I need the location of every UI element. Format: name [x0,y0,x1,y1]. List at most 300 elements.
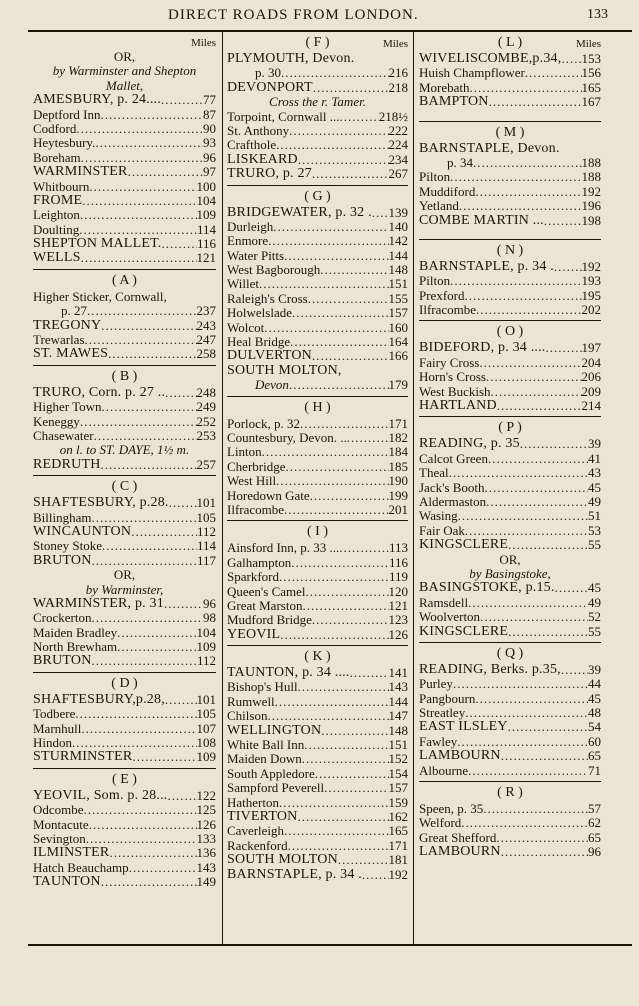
route-entry [419,452,601,466]
route-entry [227,556,408,570]
distance-miles: 199 [388,488,408,503]
leader-dots [264,321,388,335]
leader-dots [91,611,203,625]
distance-miles: 166 [388,349,408,364]
route-entry [419,625,601,639]
section-divider [419,413,601,419]
place-name: Streatley [419,706,466,721]
place-name: Rumwell [227,694,275,709]
distance-miles: 167 [581,95,601,110]
distance-miles: 249 [196,400,216,415]
route-or-label: OR, [113,50,136,64]
place-name: Higher Sticker, Cornwall, [33,289,167,304]
leader-dots [80,415,197,429]
distance-miles: 258 [196,347,216,362]
leader-dots [497,399,582,413]
column-divider [222,32,223,944]
route-entry [419,52,601,66]
distance-miles: 182 [388,430,408,445]
miles-label [33,36,216,50]
leader-dots [450,170,581,184]
place-name: Odcombe [33,803,84,818]
distance-miles: 41 [588,451,601,466]
leader-dots [89,818,197,832]
place-name: COMBE MARTIN ... [419,213,544,228]
leader-dots [290,335,388,349]
leader-dots [92,654,197,668]
spacer [419,110,601,118]
place-name: Enmore [227,234,269,249]
distance-miles: 201 [388,502,408,517]
leader-dots [465,706,588,720]
route-entry [227,724,408,738]
leader-dots [87,304,197,318]
route-entry [33,722,216,736]
leader-dots [84,803,197,817]
distance-miles: 206 [581,370,601,385]
route-entry [227,695,408,709]
leader-dots [284,503,388,517]
section-divider [419,778,601,784]
route-entry [33,539,216,553]
route-entry [227,738,408,752]
distance-miles: 197 [581,341,601,356]
route-entry [419,289,601,303]
distance-miles: 139 [388,205,408,220]
distance-miles: 39 [588,662,601,677]
section-divider [419,118,601,124]
place-name: BASINGSTOKE, p.15. [419,581,555,596]
route-entry [227,364,408,378]
section-heading: ( O ) [496,325,524,340]
leader-dots [458,509,588,523]
leader-dots [554,260,582,274]
leader-dots [276,474,388,488]
distance-miles: 104 [196,625,216,640]
leader-dots [298,153,389,167]
distance-miles: 157 [388,781,408,796]
leader-dots [501,845,588,859]
section-heading: ( R ) [497,786,523,801]
place-name: SHEPTON MALLET. [33,237,162,252]
leader-dots [350,666,389,680]
place-name: Heytesbury. [33,136,96,151]
leader-dots [262,445,389,459]
leader-dots [473,156,582,170]
place-name: AMESBURY, p. 24.... [33,93,162,108]
place-name: Jack's Booth [419,480,485,495]
place-name: Great Marston [227,598,303,613]
distance-miles: 122 [196,788,216,803]
place-name: ST. MAWES [33,347,109,362]
distance-miles: 154 [388,766,408,781]
route-entry [227,767,408,781]
place-name: KINGSCLERE [419,538,509,553]
leader-dots [280,628,388,642]
leader-dots [465,289,582,303]
route-entry [419,370,601,384]
route-entry [419,81,601,95]
place-name: WELLINGTON [227,723,322,738]
leader-dots [324,781,388,795]
route-entry [227,138,408,152]
route-entry [33,736,216,750]
route-entry [227,810,408,824]
distance-miles: 234 [388,152,408,167]
leader-dots [491,385,582,399]
place-name: TREGONY [33,318,102,333]
place-name: Hindon [33,736,72,751]
route-entry [227,474,408,488]
leader-dots [347,431,389,445]
distance-miles: 162 [388,809,408,824]
leader-dots [372,206,389,220]
route-entry [227,81,408,95]
distance-miles: 126 [388,627,408,642]
column-divider [413,32,414,944]
section-divider [227,642,408,648]
route-entry [227,167,408,181]
distance-miles: 190 [388,474,408,489]
route-entry [33,251,216,265]
route-entry [419,356,601,370]
leader-dots [302,599,388,613]
place-name: TIVERTON [227,809,298,824]
route-entry [227,868,408,882]
distance-miles: 155 [388,291,408,306]
distance-miles: 44 [588,677,601,692]
place-name: Whitbourn [33,179,90,194]
distance-miles: 218½ [378,109,408,124]
leader-dots [267,709,388,723]
route-entry [33,347,216,361]
route-entry [33,400,216,414]
section-heading: ( H ) [304,400,331,415]
route-entry [419,66,601,80]
route-entry [33,707,216,721]
place-name: Sampford Peverell [227,781,325,796]
place-name: SOUTH MOLTON, [227,363,342,378]
distance-miles: 97 [203,165,216,180]
place-name: Horedown Gate [227,488,310,503]
distance-miles: 253 [196,428,216,443]
leader-dots [320,263,388,277]
distance-miles: 96 [588,845,601,860]
leader-dots [339,541,389,555]
route-entry [227,431,408,445]
distance-miles: 51 [588,509,601,524]
leader-dots [308,292,389,306]
place-name: PLYMOUTH, Devon. [227,52,355,66]
leader-dots [117,626,196,640]
place-name: TAUNTON [33,875,101,890]
distance-miles: 209 [581,384,601,399]
distance-miles: 53 [588,523,601,538]
leader-dots [544,214,582,228]
route-entry [419,581,601,595]
section-divider [227,182,408,188]
section-letter: ( F ) [305,35,330,50]
section-heading: ( D ) [111,676,138,691]
distance-miles: 195 [581,288,601,303]
leader-dots [338,853,389,867]
place-name: Huish Champflower [419,66,525,81]
place-name: Cherbridge [227,459,286,474]
place-name: Albourne [419,763,469,778]
page-number: 133 [587,7,608,22]
distance-miles: 109 [196,640,216,655]
leader-dots [525,66,582,80]
route-note: by Basingstoke, [469,566,551,581]
place-name: Hatherton [227,795,279,810]
distance-miles: 105 [196,510,216,525]
leader-dots [461,816,588,830]
place-name: BRUTON [33,553,92,568]
leader-dots [489,95,582,109]
place-name: Heal Bridge [227,335,291,350]
distance-miles: 125 [196,803,216,818]
distance-miles: 133 [196,831,216,846]
leader-dots [476,303,581,317]
section-divider [33,765,216,771]
place-name: Raleigh's Cross [227,291,308,306]
leader-dots [82,194,196,208]
distance-miles: 142 [388,234,408,249]
leader-dots [161,93,203,107]
place-name: Deptford Inn [33,107,101,122]
place-name: Higher Town [33,400,102,415]
place-name: Theal [419,466,449,481]
distance-miles: 148 [388,723,408,738]
route-entry [227,445,408,459]
place-name: Great Shefford [419,830,497,845]
leader-dots [508,538,588,552]
route-entry [227,752,408,766]
place-name: STURMINSTER [33,750,133,765]
leader-dots [449,466,588,480]
distance-miles: 237 [196,304,216,319]
leader-dots [312,167,389,181]
place-name: BIDEFORD, p. 34 .... [419,341,546,356]
place-name: Welford [419,816,462,831]
place-name: Durleigh [227,219,274,234]
place-name: Pilton [419,274,451,289]
distance-miles: 116 [388,555,408,570]
leader-dots [488,452,588,466]
place-name: REDRUTH [33,457,101,472]
leader-dots [273,220,388,234]
route-entry [419,385,601,399]
place-name: Ainsford Inn, p. 33 ... [227,541,340,556]
route-column-2 [227,36,408,882]
place-name: Hatch Beauchamp [33,860,129,875]
distance-miles: 101 [196,692,216,707]
route-entry [227,263,408,277]
route-entry [227,570,408,584]
route-entry [227,824,408,838]
section-divider [419,639,601,645]
route-entry [227,613,408,627]
leader-dots [85,333,197,347]
place-name: Fair Oak [419,523,465,538]
section-divider [33,266,216,272]
leader-dots [81,151,203,165]
place-name: EAST ILSLEY [419,720,508,735]
place-name: Holwelslade [227,306,292,321]
route-entry [227,839,408,853]
place-name: Codford [33,121,77,136]
route-entry [227,124,408,138]
distance-miles: 204 [581,355,601,370]
route-or-label: OR, [499,552,521,567]
leader-dots [496,831,588,845]
leader-dots [72,736,197,750]
route-entry [227,335,408,349]
place-name: TAUNTON, p. 34 .... [227,666,350,681]
place-name: Linton [227,445,262,460]
distance-miles: 151 [388,277,408,292]
route-entry [419,170,601,184]
route-entry [419,199,601,213]
place-name: Morebath [419,80,470,95]
leader-dots [310,489,389,503]
distance-miles: 126 [196,817,216,832]
place-name: Ilfracombe [227,502,285,517]
place-name: SHAFTESBURY,p.28, [33,692,165,707]
leader-dots [475,185,581,199]
distance-miles: 112 [196,524,216,539]
route-entry [33,194,216,208]
place-name: SOUTH MOLTON [227,853,338,868]
distance-miles: 143 [388,680,408,695]
route-entry [227,599,408,613]
distance-miles: 152 [388,752,408,767]
route-entry [33,654,216,668]
route-entry [419,663,601,677]
place-name: READING, p. 35 [419,437,520,452]
place-name: Maiden Bradley [33,625,118,640]
route-note: by Warminster, [85,582,164,597]
route-entry [419,399,601,413]
route-entry [227,853,408,867]
distance-miles: 192 [581,259,601,274]
distance-miles: 198 [581,213,601,228]
place-name: LAMBOURN [419,845,501,860]
place-name: Fawley [419,734,458,749]
distance-miles: 48 [588,706,601,721]
route-entry [227,796,408,810]
section-heading: ( N ) [496,243,524,258]
route-entry [419,749,601,763]
place-name: WIVELISCOMBE,p.34, [419,52,562,66]
route-entry [33,597,216,611]
leader-dots [362,868,389,882]
distance-miles: 90 [203,121,216,136]
route-entry [227,709,408,723]
distance-miles: 112 [196,654,216,669]
leader-dots [459,199,582,213]
route-entry [33,165,216,179]
place-name: Billingham [33,510,92,525]
distance-miles: 87 [203,107,216,122]
section-heading: ( G ) [304,189,331,204]
place-name: Chilson [227,709,268,724]
route-note: Cross the r. Tamer. [269,95,366,110]
place-name: Wasing [419,509,458,524]
leader-dots [117,640,196,654]
leader-dots [313,81,389,95]
route-entry [33,136,216,150]
route-or-label: OR, [113,568,136,583]
distance-miles: 202 [581,303,601,318]
route-entry [227,503,408,517]
distance-miles: 144 [388,694,408,709]
route-entry [33,180,216,194]
place-name: DEVONPORT [227,80,313,95]
section-heading [227,36,408,52]
place-name: South Appledore [227,766,315,781]
distance-miles: 98 [203,611,216,626]
route-entry [33,818,216,832]
distance-miles: 45 [588,691,601,706]
distance-miles: 140 [388,219,408,234]
section-divider [33,472,216,478]
leader-dots [300,417,389,431]
place-name: Keneggy [33,414,80,429]
leader-dots [81,251,197,265]
place-name: SHAFTESBURY, p.28. [33,496,169,511]
route-entry [33,429,216,443]
route-entry [227,666,408,680]
leader-dots [167,789,196,803]
distance-miles: 114 [196,539,216,554]
distance-miles: 151 [388,738,408,753]
route-note: by Warminster and Shepton [52,64,197,79]
distance-miles: 65 [588,749,601,764]
leader-dots [486,495,588,509]
place-name: TRURO, p. 27 [227,167,312,182]
distance-miles: 77 [203,93,216,108]
leader-dots [161,237,196,251]
distance-miles: 252 [196,414,216,429]
distance-miles: 116 [196,237,216,252]
route-entry [227,585,408,599]
leader-dots [92,511,197,525]
route-entry [419,764,601,778]
place-name: St. Anthony [227,123,290,138]
route-entry [419,274,601,288]
leader-dots [306,585,389,599]
route-entry [227,489,408,503]
place-name: Prexford [419,288,465,303]
place-name: p. 34 [447,155,473,170]
leader-dots [75,707,196,721]
place-name: TRURO, Corn. p. 27 .. [33,385,166,400]
route-entry [33,151,216,165]
place-name: Queen's Camel [227,584,306,599]
leader-dots [292,306,389,320]
route-column-3 [419,36,601,860]
leader-dots [281,66,389,80]
place-name: WARMINSTER, p. 31 [33,596,164,611]
distance-miles: 188 [581,170,601,185]
leader-dots [94,429,197,443]
leader-dots [453,677,588,691]
route-entry [227,306,408,320]
distance-miles: 141 [388,666,408,681]
distance-miles: 119 [388,570,408,585]
distance-miles: 121 [196,251,216,266]
